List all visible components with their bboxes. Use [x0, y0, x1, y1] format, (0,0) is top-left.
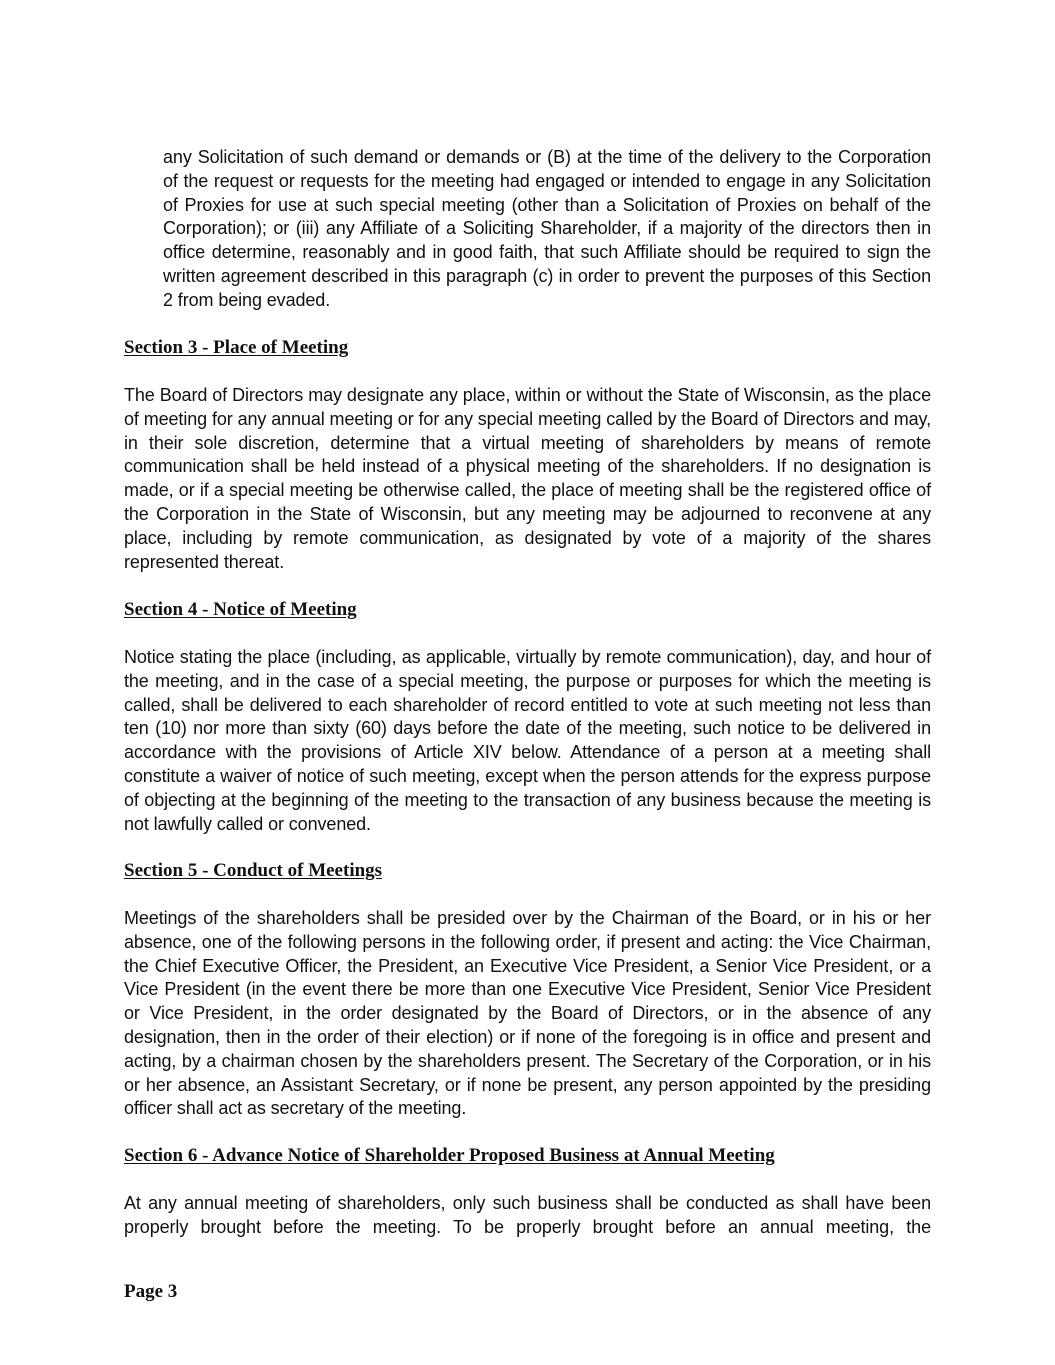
section-4-body: Notice stating the place (including, as applicable, virtually by remote communication), day, and hour of the meeting, and in the case of a special meeting, the purpose or purposes for which the meeting is called, shall be delivered to each shareholder of record entitled to vote at such meeting not less than ten (10) nor more than sixty (60) days before the date of the meeting, such notice to be delivered in accordance with the provisions of Article XIV below. Attendance of a person at a meeting shall constitute a waiver of notice of such meeting, except when the person attends for the express purpose of objecting at the beginning of the meeting to the transaction of any business because the meeting is not lawfully called or convened.	[124, 647, 931, 834]
section-5-heading: Section 5 - Conduct of Meetings	[124, 860, 383, 881]
section-6-heading: Section 6 - Advance Notice of Shareholder Proposed Business at Annual Meeting	[124, 1145, 775, 1166]
continuation-paragraph: any Solicitation of such demand or demands or (B) at the time of the delivery to the Corporation of the request or requests for the meeting had engaged or intended to engage in any Solicitation of Proxies for use at such special meeting (other than a Solicitation of Proxies on behalf of the Corporation); or (iii) any Affiliate of a Soliciting Shareholder, if a majority of the directors then in office determine, reasonably and in good faith, that such Affiliate should be required to sign the written agreement described in this paragraph (c) in order to prevent the purposes of this Section 2 from being evaded.	[163, 147, 931, 310]
section-4-heading: Section 4 - Notice of Meeting	[124, 599, 357, 620]
section-3-heading: Section 3 - Place of Meeting	[124, 337, 349, 358]
page-number: Page 3	[124, 1281, 178, 1302]
section-6-body: At any annual meeting of shareholders, only such business shall be conducted as shall have been properly brought before the meeting. To be properly brought before an annual meeting, the	[124, 1193, 931, 1237]
section-3-body: The Board of Directors may designate any place, within or without the State of Wisconsin, as the place of meeting for any annual meeting or for any special meeting called by the Board of Directors and may, in their sole discretion, determine that a virtual meeting of shareholders by means of remote communication shall be held instead of a physical meeting of the shareholders. If no designation is made, or if a special meeting be otherwise called, the place of meeting shall be the registered office of the Corporation in the State of Wisconsin, but any meeting may be adjourned to reconvene at any place, including by remote communication, as designated by vote of a majority of the shares represented thereat.	[124, 385, 931, 572]
section-5-body: Meetings of the shareholders shall be presided over by the Chairman of the Board, or in his or her absence, one of the following persons in the following order, if present and acting: the Vice Chairman, the Chief Executive Officer, the President, an Executive Vice President, a Senior Vice President, or a Vice President (in the event there be more than one Executive Vice President, Senior Vice President or Vice President, in the order designated by the Board of Directors, or in the absence of any designation, then in the order of their election) or if none of the foregoing is in office and present and acting, by a chairman chosen by the shareholders present. The Secretary of the Corporation, or in his or her absence, an Assistant Secretary, or if none be present, any person appointed by the presiding officer shall act as secretary of the meeting.	[124, 908, 931, 1119]
